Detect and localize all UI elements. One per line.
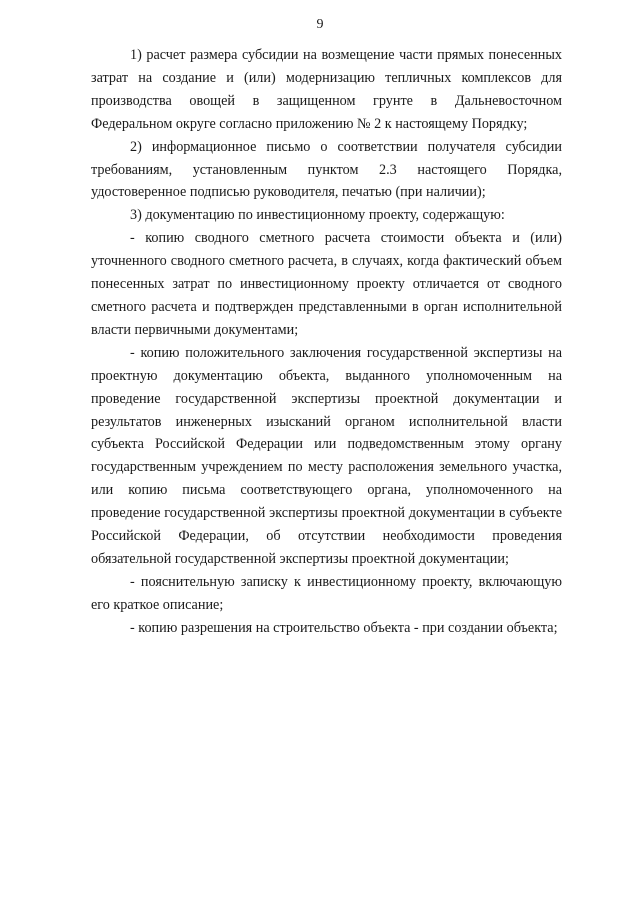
page-number: 9 (316, 17, 324, 32)
paragraph-item-1: 1) расчет размера субсидии на возмещение части прямых понесенных затрат на создание и (или) модернизацию тепличных комплексов для производства овощей в защищенном грунте в Дальневосточном Федеральном округе согласно приложению № 2 к настоящему Порядку; (91, 47, 562, 132)
paragraph-item-2: 2) информационное письмо о соответствии получателя субсидии требованиям, установленным пунктом 2.3 настоящего Порядка, удостоверенное подписью руководителя, печатью (при наличии); (91, 138, 562, 201)
paragraph-item-3: 3) документацию по инвестиционному проекту, содержащую: (130, 207, 505, 224)
document-body (91, 44, 562, 640)
paragraph-building-permit: - копию разрешения на строительство объекта - при создании объекта; (130, 619, 558, 636)
paragraph-expertise-copy: - копию положительного заключения государственной экспертизы на проектную документацию объекта, выданного уполномоченным на проведение государственной экспертизы проектной документации и результатов инженерных изысканий органом исполнительной власти субъекта Российской Федерации или подведомственным этому органу государственным учреждением по месту расположения земельного участка, или копию письма соответствующего органа, уполномоченного на проведение государственной экспертизы проектной документации в субъекте Российской Федерации, об отсутствии необходимости проведения обязательной государственной экспертизы проектной документации; (91, 344, 562, 567)
paragraph-estimate-copy: - копию сводного сметного расчета стоимости объекта и (или) уточненного сводного сметного расчета, в случаях, когда фактический объем понесенных затрат по инвестиционному проекту отличается от сводного сметного расчета и подтвержден представленными в орган исполнительной власти первичными документами; (91, 230, 562, 338)
paragraph-explanatory-note: - пояснительную записку к инвестиционному проекту, включающую его краткое описание; (91, 573, 562, 613)
